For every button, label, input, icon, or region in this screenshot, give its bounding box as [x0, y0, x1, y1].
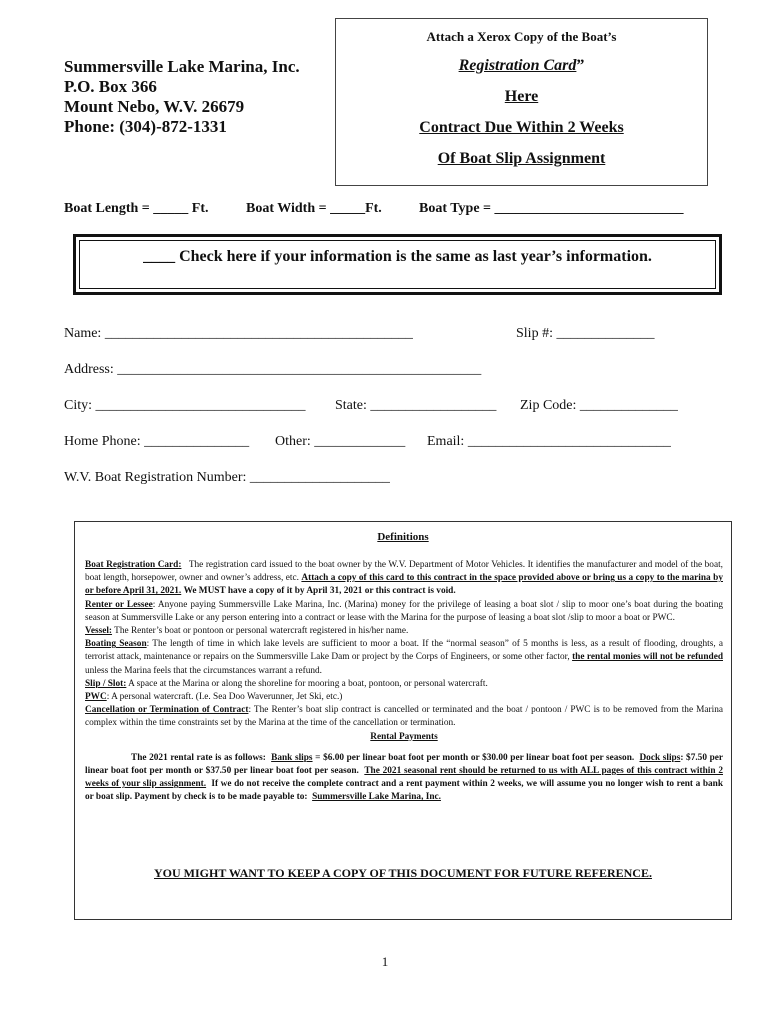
- boat-type-field[interactable]: Boat Type = ___________________________: [419, 201, 684, 216]
- bold-no-refund: the rental monies will not be refunded: [572, 652, 723, 663]
- text-boating-season: : The length of time in which lake levels are sufficient to moor a boat. If the “normal season” of 5 months is less, as a result of flooding, droughts, a terrorist attack, maintenance or repairs on the Summersville Lake Dam or project by the Corps of Engineers, or some other factor,: [85, 639, 724, 663]
- other-phone-field[interactable]: Other: _____________: [275, 434, 406, 449]
- slip-number-field[interactable]: Slip #: ______________: [516, 326, 655, 341]
- pay-bank-slips: Bank slips: [271, 752, 313, 763]
- def-pwc: [85, 691, 723, 704]
- here-label: Here: [504, 88, 539, 105]
- definitions-box: [74, 521, 732, 920]
- term-renter: Renter or Lessee: [85, 599, 153, 610]
- pay-intro: The 2021 rental rate is as follows:: [131, 752, 266, 763]
- city-field[interactable]: City: ______________________________: [64, 398, 306, 413]
- same-info-inner-frame: [79, 240, 716, 289]
- registration-card-text: Registration Card: [458, 57, 577, 74]
- home-phone-field[interactable]: Home Phone: _______________: [64, 434, 250, 449]
- boat-length-field[interactable]: Boat Length = _____ Ft.: [64, 201, 209, 216]
- company-address-block: [64, 57, 300, 137]
- def-vessel: [85, 625, 723, 638]
- same-info-checkbox-banner[interactable]: [73, 234, 722, 295]
- state-field[interactable]: State: __________________: [335, 398, 497, 413]
- rental-payments-paragraph: [85, 752, 723, 805]
- text-cancellation: : The Renter’s boat slip contract is cancelled or terminated and the boat / pontoon / PWC is to be removed from the Marina complex within the time constraints set by the Marina at the time of the cancellation or termination.: [85, 705, 723, 729]
- pay-payee: Summersville Lake Marina, Inc.: [312, 792, 441, 803]
- rental-payments-title: Rental Payments: [370, 731, 438, 742]
- term-slip: Slip / Slot:: [85, 678, 127, 689]
- def-boat-registration: [85, 559, 723, 599]
- term-boating-season: Boating Season: [85, 639, 147, 650]
- zip-code-field[interactable]: Zip Code: ______________: [520, 398, 678, 413]
- slip-assignment-label: Of Boat Slip Assignment: [437, 150, 606, 167]
- page-number: 1: [381, 954, 389, 969]
- pay-return-note: The 2021 seasonal rent should be returned to us with ALL pages of this contract within 2 weeks of your slip assignment.: [85, 766, 723, 790]
- definitions-body: [85, 559, 723, 805]
- pay-dock-slips: Dock slips: [639, 752, 681, 763]
- term-cancellation: Cancellation or Termination of Contract: [85, 705, 249, 716]
- bold-must-have-copy: We MUST have a copy of it by April 31, 2021 or this contract is void.: [183, 586, 456, 597]
- email-field[interactable]: Email: _____________________________: [427, 434, 671, 449]
- po-box: P.O. Box 366: [64, 77, 157, 96]
- attach-instruction: Attach a Xerox Copy of the Boat’s: [426, 29, 617, 44]
- definitions-title: Definitions: [377, 531, 429, 543]
- name-field[interactable]: Name: ____________________________________________: [64, 326, 413, 341]
- quote-mark: ”: [576, 57, 585, 74]
- phone-line: Phone: (304)-872-1331: [64, 117, 227, 136]
- pay-terms: If we do not receive the complete contract and a rent payment within 2 weeks, we will assume you no longer wish to rent a bank or boat slip. Payment by check is to be made payable to:: [85, 779, 723, 803]
- wv-registration-field[interactable]: W.V. Boat Registration Number: ____________________: [64, 470, 390, 485]
- registration-card-label: [336, 57, 707, 75]
- def-renter: [85, 599, 723, 625]
- keep-copy-note: YOU MIGHT WANT TO KEEP A COPY OF THIS DOCUMENT FOR FUTURE REFERENCE.: [154, 866, 652, 880]
- def-slip: [85, 678, 723, 691]
- boat-width-field[interactable]: Boat Width = _____Ft.: [246, 201, 382, 216]
- pay-bank-rate: = $6.00 per linear boat foot per month or $30.00 per linear boat foot per season.: [312, 752, 635, 763]
- rental-payments-heading: [85, 731, 723, 744]
- text-vessel: The Renter’s boat or pontoon or personal watercraft registered in his/her name.: [112, 626, 409, 637]
- term-boat-registration: Boat Registration Card:: [85, 560, 182, 570]
- same-info-label: ____ Check here if your information is the same as last year’s information.: [143, 248, 652, 265]
- city-line: Mount Nebo, W.V. 26679: [64, 97, 245, 116]
- bold-attach-copy: Attach a copy of this card to this contract in the space provided above or bring us a copy to the marina by or before April 31, 2021.: [85, 573, 723, 597]
- contract-due-label: Contract Due Within 2 Weeks: [419, 119, 624, 136]
- text-slip: A space at the Marina or along the shoreline for mooring a boat, pontoon, or personal watercraft.: [126, 678, 488, 689]
- def-cancellation: [85, 704, 723, 730]
- term-vessel: Vessel:: [85, 626, 113, 637]
- term-pwc: PWC: [85, 692, 107, 703]
- text-boating-season-2: unless the Marina feels that the circumstances warrant a refund.: [85, 665, 322, 676]
- pay-dock-rate: : $7.50 per linear boat foot per month or $37.50 per linear boat foot per season.: [85, 752, 724, 777]
- text-pwc: : A personal watercraft. (I.e. Sea Doo Waverunner, Jet Ski, etc.): [106, 692, 343, 703]
- text-renter: : Anyone paying Summersville Lake Marina, Inc. (Marina) money for the privilege of leasing a boat slot / slip to moor one’s boat during the boating season at Summersville Lake or any person entering into a contract or lease with the Marina for the purpose of leasing a boat slot /slip to moor a boat or PWC.: [85, 599, 724, 623]
- text-boat-registration: The registration card issued to the boat owner by the W.V. Department of Motor Vehicles. It identifies the manufacturer and model of the boat, boat length, horsepower, owner and owner’s address, etc.: [85, 560, 723, 584]
- address-field[interactable]: Address: ____________________________________________________: [64, 362, 482, 377]
- company-name: Summersville Lake Marina, Inc.: [64, 57, 300, 76]
- def-boating-season: [85, 638, 723, 678]
- registration-card-attach-box: [335, 18, 708, 186]
